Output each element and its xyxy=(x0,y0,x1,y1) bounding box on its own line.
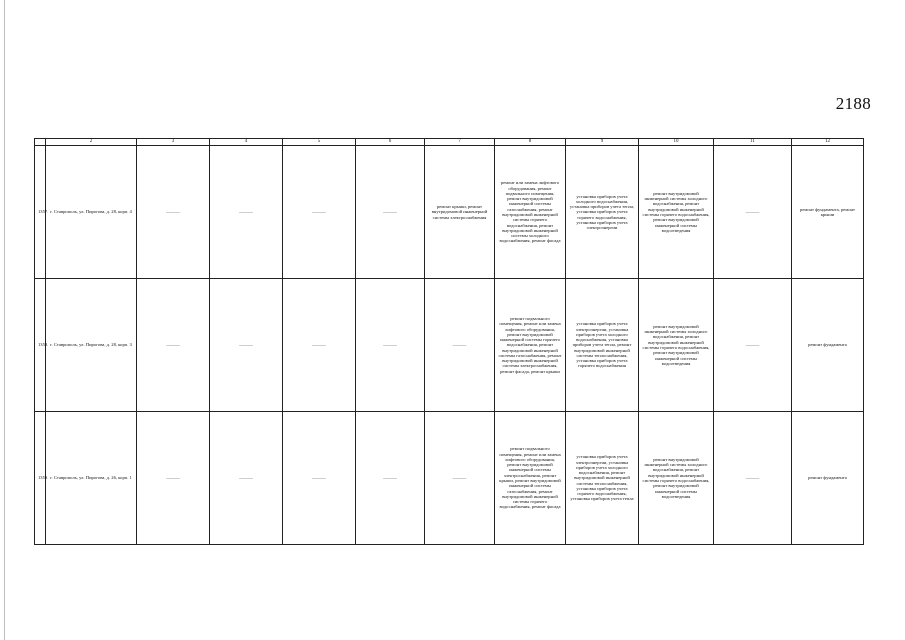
empty-dash-cell: ——— xyxy=(137,279,210,412)
column-header: 4 xyxy=(210,139,283,146)
work-cell: ремонт внутридомовой инженерной системы холодного водоснабжения, ремонт внутридомовой инженерной системы горячего водоснабжения, ремонт внутридомовой инженерной системы водоотведения xyxy=(639,146,714,279)
column-header: 8 xyxy=(495,139,566,146)
work-cell: установка приборов учета холодного водоснабжения, установка приборов учета тепла, установка приборов учета горячего водоснабжения, установка приборов учета электроэнергии xyxy=(566,146,639,279)
work-cell: ремонт крыши, ремонт внутридомовой инженерной системы электроснабжения xyxy=(425,146,495,279)
empty-dash-cell: ——— xyxy=(714,412,792,545)
column-header: 6 xyxy=(356,139,425,146)
work-cell: ремонт фундамента, ремонт крыши xyxy=(792,146,864,279)
address-cell: г. Ставрополь, ул. Пирогова, д. 28, корп. 3 xyxy=(46,279,137,412)
empty-dash-cell: ——— xyxy=(210,412,283,545)
empty-dash-cell: ——— xyxy=(714,279,792,412)
row-number: 1357. xyxy=(35,146,46,279)
column-header: 3 xyxy=(137,139,210,146)
column-header: 7 xyxy=(425,139,495,146)
empty-dash-cell: ——— xyxy=(714,146,792,279)
column-header: 5 xyxy=(283,139,356,146)
column-header xyxy=(35,139,46,146)
empty-dash-cell: ——— xyxy=(137,412,210,545)
empty-dash-cell: ——— xyxy=(283,412,356,545)
address-cell: г. Ставрополь, ул. Пирогова, д. 28, корп. 4 xyxy=(46,146,137,279)
empty-dash-cell: ——— xyxy=(356,279,425,412)
column-header: 2 xyxy=(46,139,137,146)
work-cell: установка приборов учета электроэнергии, установка приборов учета холодного водоснабжения, установка приборов учета тепла, ремонт внутридомовой инженерной системы теплоснабжения, установка приборов учета горячего водоснабжения xyxy=(566,279,639,412)
empty-dash-cell: ——— xyxy=(425,412,495,545)
work-cell: установка приборов учета электроэнергии, установка приборов учета холодного водоснабжения, ремонт внутридомовой инженерной системы теплоснабжения, установка приборов учета горячего водоснабжения, установка приборов учета тепла xyxy=(566,412,639,545)
empty-dash-cell: ——— xyxy=(137,146,210,279)
work-cell: ремонт подвального помещения, ремонт или замена лифтового оборудования, ремонт внутридомовой инженерной системы горячего водоснабжения, ремонт внутридомовой инженерной системы газоснабжения, ремонт внутридомовой инженерной системы электроснабжения, ремонт фасада, ремонт крыши xyxy=(495,279,566,412)
work-cell: ремонт подвального помещения, ремонт или замена лифтового оборудования, ремонт внутридомовой инженерной системы электроснабжения, ремонт крыши, ремонт внутридомовой инженерной системы газоснабжения, ремонт внутридомовой инженерной системы горячего водоснабжения, ремонт фасада xyxy=(495,412,566,545)
empty-dash-cell: ——— xyxy=(356,412,425,545)
work-cell: ремонт или замена лифтового оборудования, ремонт подвального помещения, ремонт внутридомовой инженерной системы газоснабжения, ремонт внутридомовой инженерной системы горячего водоснабжения, ремонт внутридомовой инженерной системы холодного водоснабжения, ремонт фасада xyxy=(495,146,566,279)
address-cell: г. Ставрополь, ул. Пирогова, д. 26, корп. 1 xyxy=(46,412,137,545)
empty-dash-cell: ——— xyxy=(283,146,356,279)
column-header: 11 xyxy=(714,139,792,146)
repair-plan-table xyxy=(34,138,864,545)
column-number-row xyxy=(35,139,864,146)
empty-dash-cell: ——— xyxy=(356,146,425,279)
empty-dash-cell: ——— xyxy=(210,146,283,279)
empty-dash-cell: ——— xyxy=(210,279,283,412)
row-number: 1358. xyxy=(35,279,46,412)
page-edge-line xyxy=(4,0,5,640)
table-row xyxy=(35,412,864,545)
table-row xyxy=(35,279,864,412)
empty-dash-cell: ——— xyxy=(425,279,495,412)
column-header: 9 xyxy=(566,139,639,146)
empty-dash-cell: ——— xyxy=(283,279,356,412)
row-number: 1359. xyxy=(35,412,46,545)
page-number: 2188 xyxy=(835,94,871,113)
column-header: 10 xyxy=(639,139,714,146)
work-cell: ремонт фундамента xyxy=(792,279,864,412)
table-row xyxy=(35,146,864,279)
column-header: 12 xyxy=(792,139,864,146)
work-cell: ремонт фундамента xyxy=(792,412,864,545)
work-cell: ремонт внутридомовой инженерной системы холодного водоснабжения, ремонт внутридомовой инженерной системы горячего водоснабжения, ремонт внутридомовой инженерной системы водоотведения xyxy=(639,412,714,545)
work-cell: ремонт внутридомовой инженерной системы холодного водоснабжения, ремонт внутридомовой инженерной системы горячего водоснабжения, ремонт внутридомовой инженерной системы водоотведения xyxy=(639,279,714,412)
